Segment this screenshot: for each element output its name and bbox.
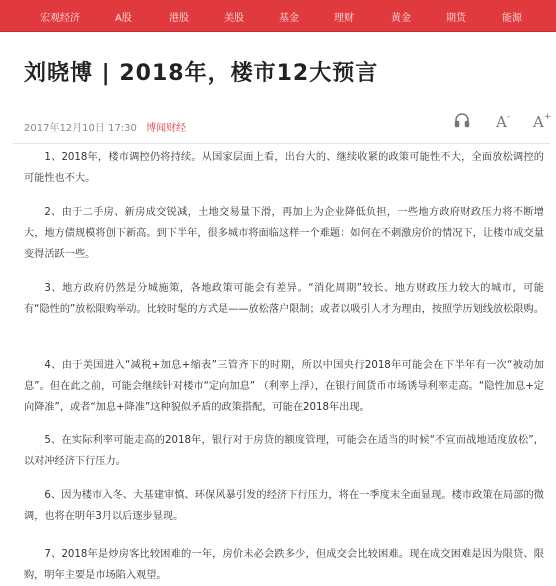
nav-item-fund[interactable]: 基金 <box>279 13 299 24</box>
headphones-icon[interactable] <box>454 112 470 128</box>
nav-item-hk-stock[interactable]: 港股 <box>169 13 189 24</box>
article-source[interactable]: 博闻财经 <box>146 123 187 134</box>
paragraph-5: 5、在实际利率可能走高的2018年，银行对于房贷的额度管理，可能会在适当的时候“不宣而战地适度放松”，以对冲经济下行压力。 <box>24 435 544 467</box>
top-nav-bar <box>0 0 556 32</box>
paragraph-3: 3、地方政府仍然是分城施策，各地政策可能会有差异。“消化周期”较长、地方财政压力较大的城市，可能有“隐性的”放松限购举动。比较时髦的方式是——放松落户限制；或者以吸引人才为理由，按照学历划线放松限购。 <box>24 283 544 315</box>
paragraph-4: 4、由于美国进入“减税+加息+缩表”三管齐下的时期，所以中国央行2018年可能会在下半年有一次“被动加息”。但在此之前，可能会继续针对楼市“定向加息” （利率上浮），在银行间货币市场诱导利率走高。“隐性加息+定向降准”，或者“加息+降准”这种貌似矛盾的政策搭配，可能在2018年出现。 <box>24 360 544 413</box>
article-meta <box>24 119 186 134</box>
article-title: 刘晓博 | 2018年，楼市12大预言 <box>24 61 379 86</box>
header-divider <box>12 143 550 144</box>
paragraph-7: 7、2018年是炒房客比较困难的一年，房价未必会跌多少，但成交会比较困难。现在成交困难是因为限贷、限购，明年主要是市场陷入观望。 <box>24 549 544 581</box>
paragraph-2: 2、由于二手房、新房成交锐减，土地交易量下滑，再加上为企业降低负担，一些地方政府财政压力将不断增大，地方债规模将创下新高。到下半年，很多城市将面临这样一个难题：如何在不刺激房价的情况下，让楼市成交量变得活跃一些。 <box>24 207 544 260</box>
nav-item-futures[interactable]: 期货 <box>446 13 466 24</box>
publish-date: 2017年12月10日 17:30 <box>24 123 137 134</box>
nav-item-energy[interactable]: 能源 <box>502 13 522 24</box>
font-increase-icon[interactable]: A+ <box>533 112 552 131</box>
nav-item-gold[interactable]: 黄金 <box>391 13 411 24</box>
nav-item-wealth[interactable]: 理财 <box>334 13 354 24</box>
paragraph-6: 6、因为楼市入冬、大基建审慎、环保风暴引发的经济下行压力，将在一季度末全面显现。楼市政策在局部的微调，也将在明年3月以后逐步显现。 <box>24 490 544 522</box>
font-decrease-icon[interactable]: A- <box>496 112 511 131</box>
nav-item-us-stock[interactable]: 美股 <box>224 13 244 24</box>
nav-item-macro[interactable]: 宏观经济 <box>40 13 80 24</box>
nav-item-a-share[interactable]: A股 <box>115 13 132 24</box>
paragraph-1: 1、2018年，楼市调控仍将持续。从国家层面上看，出台大的、继续收紧的政策可能性不大，全面放松调控的可能性也不大。 <box>24 152 544 184</box>
